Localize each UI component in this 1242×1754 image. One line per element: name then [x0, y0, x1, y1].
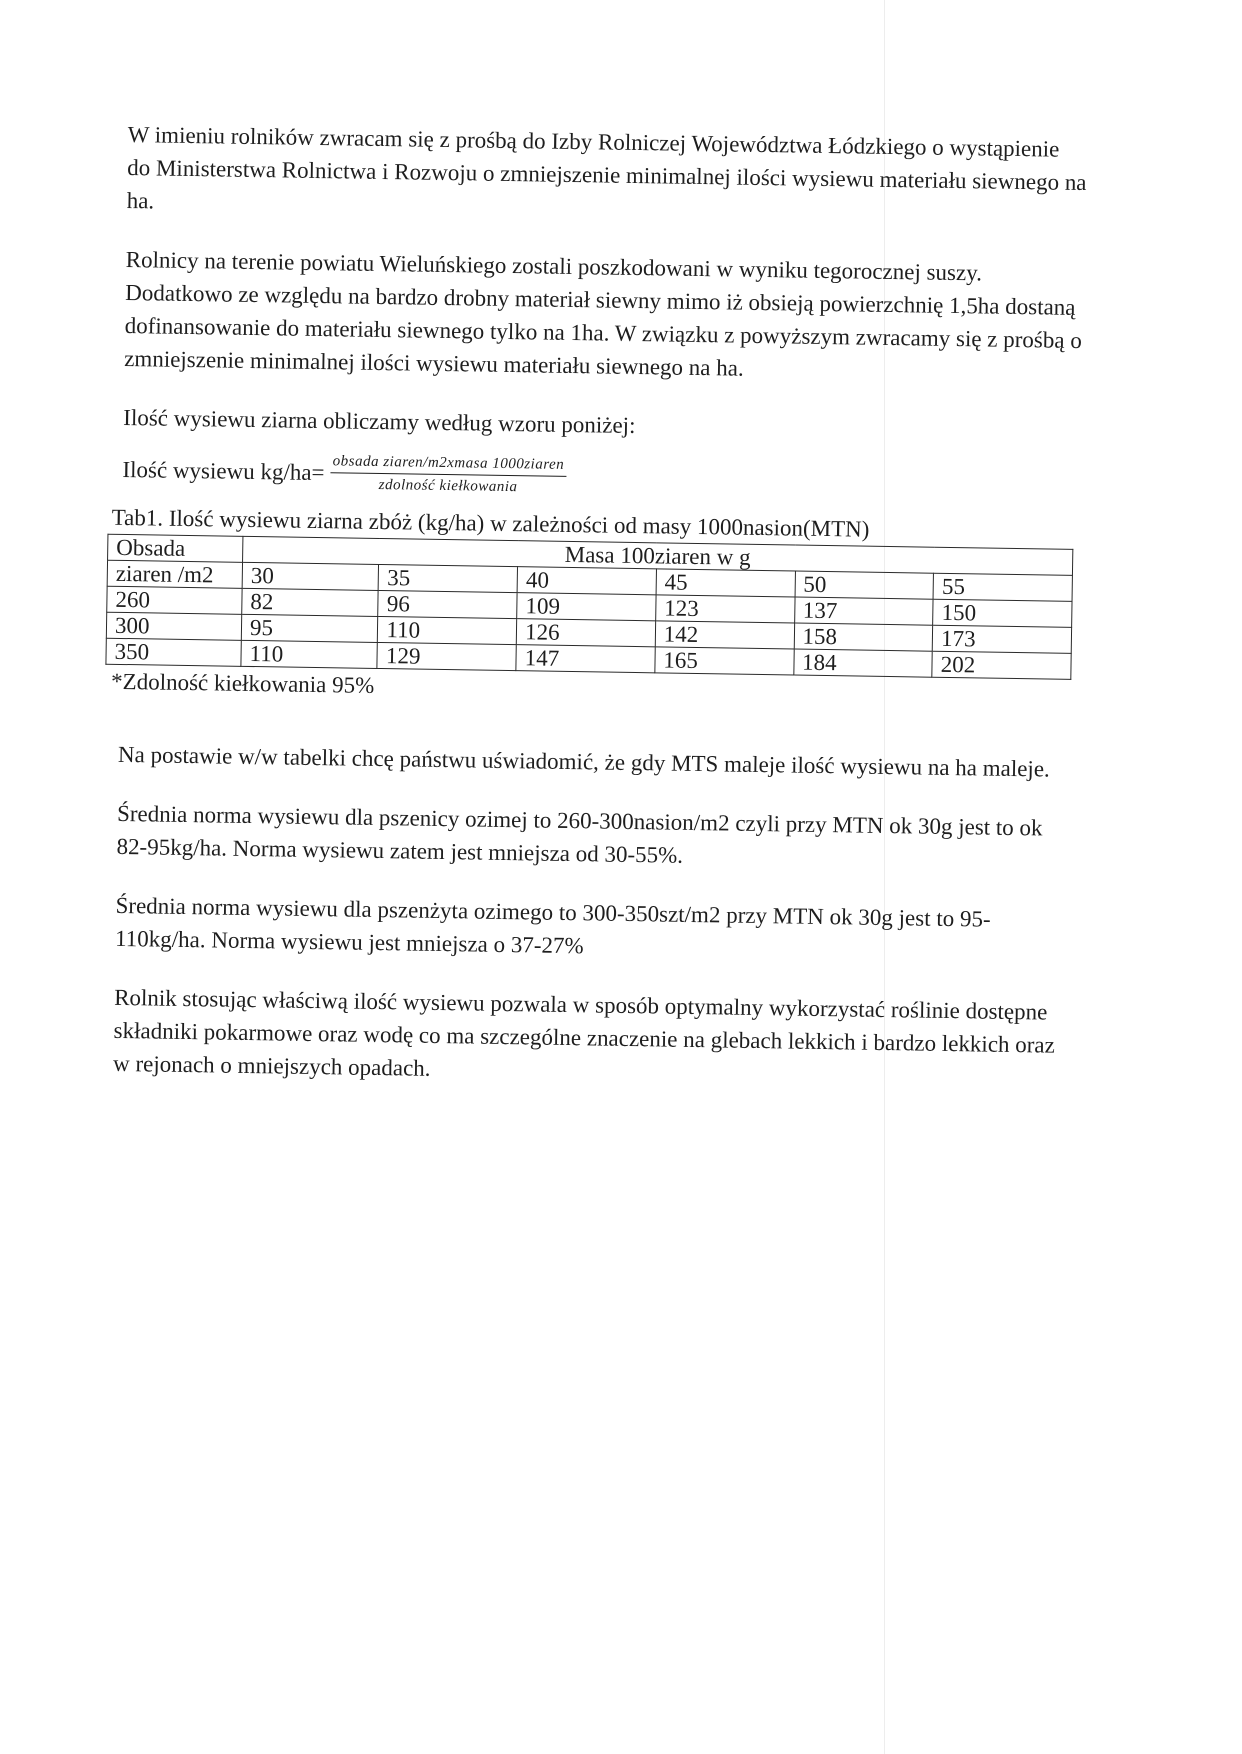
paragraph-wheat: Średnia norma wysiewu dla pszenicy ozimej to 260-300nasion/m2 czyli przy MTN ok 30g jest to ok 82-95kg/ha. Norma wysiewu zatem jest mniejsza od 30-55%.	[116, 800, 1043, 868]
table-cell: 202	[932, 651, 1071, 679]
column-header: 50	[795, 571, 934, 599]
table-cell: 137	[794, 597, 933, 625]
paragraph-conclusion: Rolnik stosując właściwą ilość wysiewu pozwala w sposób optymalny wykorzystać roślinie dostępne składniki pokarmowe oraz wodę co ma szczególne znaczenie na glebach lekkich i bardzo lekkich oraz w rejonach o mniejszych opadach.	[112, 984, 1056, 1081]
table-cell: 82	[242, 588, 379, 616]
row-label: 350	[106, 638, 241, 666]
column-header: 55	[933, 573, 1072, 601]
column-header: 35	[379, 564, 518, 592]
letter-body	[112, 118, 1087, 1121]
table-cell: 126	[516, 619, 655, 647]
row-label: 300	[106, 612, 241, 640]
table-cell: 96	[378, 590, 517, 618]
paragraph-mts: Na postawie w/w tabelki chcę państwu uświadomić, że gdy MTS maleje ilość wysiewu na ha maleje.	[117, 741, 1050, 782]
table-cell: 173	[932, 625, 1071, 653]
table-caption: Tab1. Ilość wysiewu ziarna zbóż (kg/ha) w zależności od masy 1000nasion(MTN)	[111, 504, 870, 542]
formula-label: Ilość wysiewu kg/ha=	[122, 456, 325, 486]
column-header: 40	[517, 567, 656, 595]
table-footnote: *Zdolność kiełkowania 95%	[110, 668, 375, 698]
table-cell: 110	[241, 640, 378, 668]
column-header: 30	[242, 562, 379, 590]
paragraph-triticale: Średnia norma wysiewu dla pszenżyta ozimego to 300-350szt/m2 przy MTN ok 30g jest to 95-110kg/ha. Norma wysiewu jest mniejsza o 37-27%	[114, 892, 991, 959]
table-cell: 109	[517, 593, 656, 621]
formula-numerator: obsada ziaren/m2xmasa 1000ziaren	[331, 451, 567, 477]
row-label: 260	[107, 586, 242, 614]
seeding-formula	[122, 448, 1083, 506]
table-cell: 158	[794, 623, 933, 651]
column-header: 45	[656, 569, 795, 597]
seeding-table	[105, 534, 1073, 680]
formula-denominator: zdolność kiełkowania	[378, 476, 518, 496]
formula-fraction	[330, 451, 566, 498]
header-ziaren: ziaren /m2	[107, 560, 242, 588]
table-cell: 123	[656, 595, 795, 623]
paragraph-request: W imieniu rolników zwracam się z prośbą do Izby Rolniczej Województwa Łódzkiego o wystąpienie do Ministerstwa Rolnictwa i Rozwoju o zmniejszenie minimalnej ilości wysiewu materiału siewnego na ha.	[126, 121, 1087, 214]
table-cell: 142	[655, 621, 794, 649]
paragraph-formula-intro: Ilość wysiewu ziarna obliczamy według wzoru poniżej:	[123, 404, 636, 439]
header-masa: Masa 100ziaren w g	[243, 536, 1073, 575]
table-cell: 95	[241, 614, 378, 642]
table-cell: 147	[516, 645, 655, 673]
table-cell: 184	[793, 649, 932, 677]
table-cell: 165	[655, 647, 794, 675]
table-cell: 129	[377, 642, 516, 670]
paragraph-drought: Rolnicy na terenie powiatu Wieluńskiego zostali poszkodowani w wyniku tegorocznej suszy. Dodatkowo ze względu na bardzo drobny materiał siewny mimo iż obsieją powierzchnię 1,5ha dostaną dofinansowanie do materiału siewnego tylko na 1ha. W związku z powyższym zwracamy się z prośbą o zmniejszenie minimalnej ilości wysiewu materiału siewnego na ha.	[124, 246, 1083, 381]
table-cell: 150	[933, 599, 1072, 627]
table-cell: 110	[378, 616, 517, 644]
header-obsada: Obsada	[108, 534, 243, 562]
